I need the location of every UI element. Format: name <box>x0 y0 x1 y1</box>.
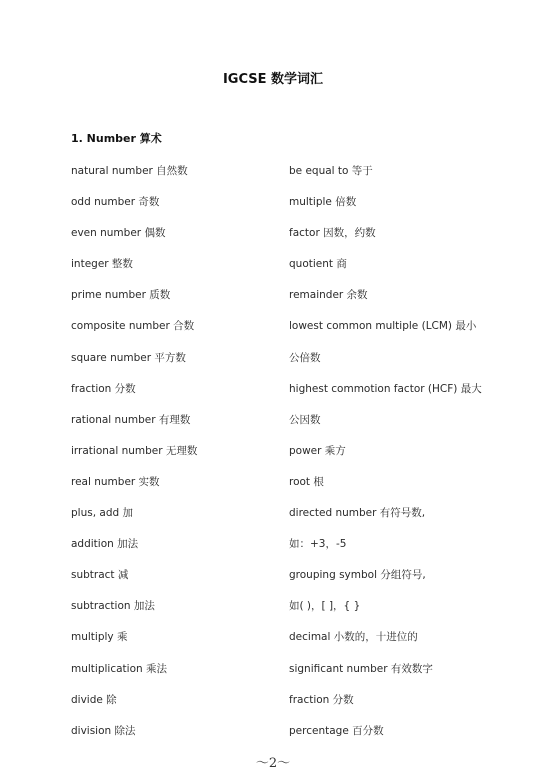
vocab-entry: subtraction 加法 <box>71 600 155 613</box>
vocab-entry: significant number 有效数字 <box>289 662 433 675</box>
vocab-entry: division 除法 <box>71 724 136 737</box>
vocab-entry: decimal 小数的，十进位的 <box>289 631 418 644</box>
vocab-entry: rational number 有理数 <box>71 413 191 426</box>
vocab-entry: irrational number 无理数 <box>71 444 198 457</box>
section-heading: 1. Number 算术 <box>71 132 162 145</box>
vocab-entry: fraction 分数 <box>289 693 354 706</box>
page-number: ～2～ <box>255 756 291 771</box>
vocab-entry: factor 因数，约数 <box>289 227 376 240</box>
vocab-entry: highest commotion factor (HCF) 最大 <box>289 382 482 395</box>
vocab-entry: power 乘方 <box>289 444 346 457</box>
vocab-entry: plus, add 加 <box>71 507 133 520</box>
vocab-entry: multiplication 乘法 <box>71 662 167 675</box>
vocab-entry: 如：+3，-5 <box>289 538 347 551</box>
vocab-entry: subtract 减 <box>71 569 129 582</box>
vocab-entry: 公因数 <box>289 413 321 426</box>
vocab-entry: natural number 自然数 <box>71 165 188 177</box>
vocab-entry: even number 偶数 <box>71 227 166 240</box>
document-title: IGCSE 数学词汇 <box>222 72 324 87</box>
vocab-entry: divide 除 <box>71 693 117 706</box>
vocab-entry: fraction 分数 <box>71 382 136 395</box>
vocab-entry: quotient 商 <box>289 258 347 271</box>
vocab-entry: directed number 有符号数, <box>289 507 426 520</box>
vocab-entry: 如( )，[ ]，{ } <box>289 600 361 613</box>
vocab-entry: remainder 余数 <box>289 289 368 302</box>
vocab-entry: real number 实数 <box>71 475 160 488</box>
vocabulary-left-column <box>71 163 276 754</box>
vocab-entry: lowest common multiple (LCM) 最小 <box>289 320 477 333</box>
vocab-entry: addition 加法 <box>71 538 139 551</box>
vocab-entry: multiple 倍数 <box>289 196 357 209</box>
vocab-entry: square number 平方数 <box>71 351 186 364</box>
vocab-entry: 公倍数 <box>289 351 321 364</box>
vocab-entry: multiply 乘 <box>71 631 128 644</box>
vocabulary-right-column <box>289 163 499 754</box>
vocab-entry: root 根 <box>289 475 324 488</box>
vocab-entry: integer 整数 <box>71 258 133 271</box>
vocab-entry: prime number 质数 <box>71 289 171 302</box>
vocab-entry: grouping symbol 分组符号, <box>289 569 426 582</box>
vocab-entry: percentage 百分数 <box>289 724 384 737</box>
vocab-entry: composite number 合数 <box>71 320 195 333</box>
vocab-entry: be equal to 等于 <box>289 165 373 177</box>
vocab-entry: odd number 奇数 <box>71 196 160 209</box>
